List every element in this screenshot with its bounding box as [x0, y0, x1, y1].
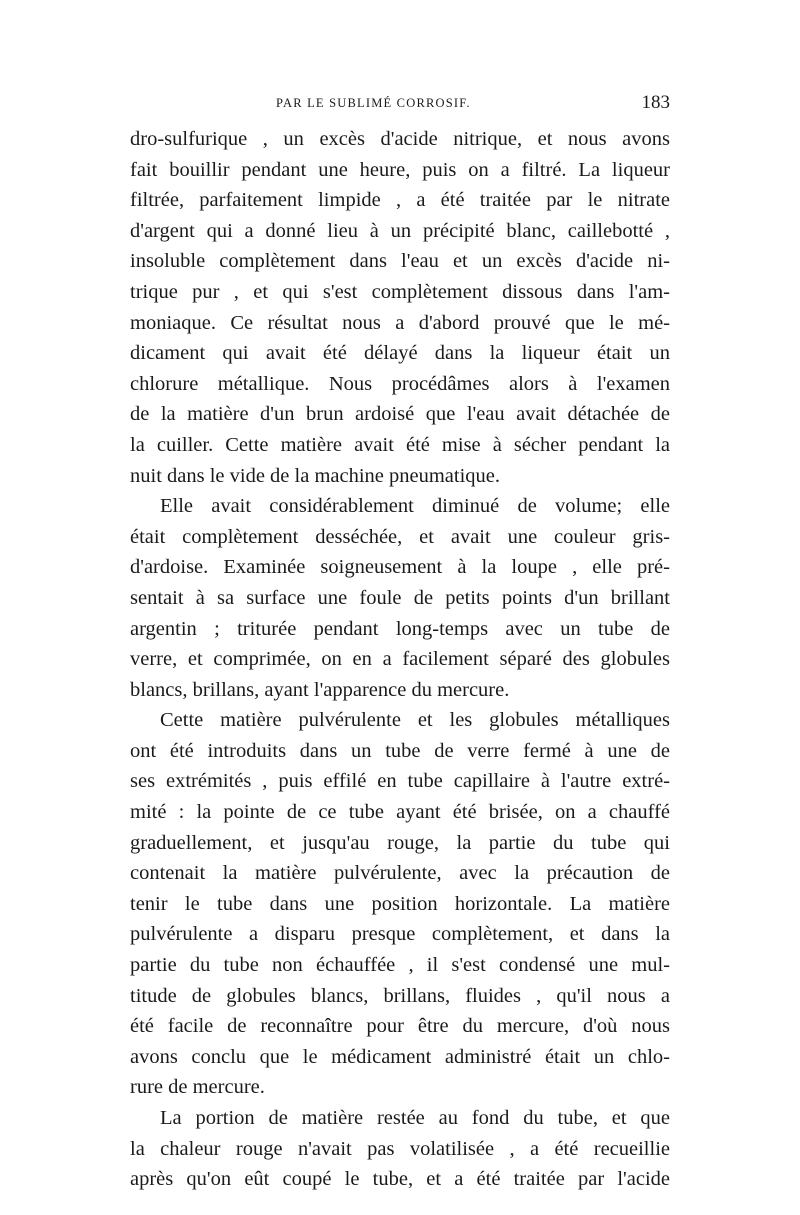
running-head: PAR LE SUBLIMÉ CORROSIF.: [276, 96, 471, 110]
text-line: mité : la pointe de ce tube ayant été brisée, on a chauffé: [130, 801, 670, 824]
text-line: verre, et comprimée, on en a facilement séparé des globules: [130, 648, 670, 671]
text-line: rure de mercure.: [130, 1076, 265, 1099]
text-line: d'ardoise. Examinée soigneusement à la loupe , elle pré-: [130, 556, 670, 579]
page-header: [130, 92, 670, 122]
text-line: blancs, brillans, ayant l'apparence du mercure.: [130, 678, 510, 701]
text-line: moniaque. Ce résultat nous a d'abord prouvé que le mé-: [130, 311, 670, 334]
text-line: filtrée, parfaitement limpide , a été traitée par le nitrate: [130, 189, 670, 212]
text-line: titude de globules blancs, brillans, fluides , qu'il nous a: [130, 984, 670, 1007]
text-line: la chaleur rouge n'avait pas volatilisée , a été recueillie: [130, 1137, 670, 1160]
text-line: insoluble complètement dans l'eau et un excès d'acide ni-: [130, 250, 670, 273]
text-line: la cuiller. Cette matière avait été mise à sécher pendant la: [130, 433, 670, 456]
text-line: trique pur , et qui s'est complètement dissous dans l'am-: [130, 280, 670, 303]
text-line: dicament qui avait été délayé dans la liqueur était un: [130, 342, 670, 365]
page-number: 183: [641, 92, 670, 113]
text-line: argentin ; triturée pendant long-temps avec un tube de: [130, 617, 670, 640]
text-line: nuit dans le vide de la machine pneumatique.: [130, 464, 501, 487]
book-page: [130, 92, 670, 1195]
text-line: dro-sulfurique , un excès d'acide nitrique, et nous avons: [130, 128, 670, 150]
text-line: pulvérulente a disparu presque complètement, et dans la: [130, 923, 670, 946]
text-line: ses extrémités , puis effilé en tube capillaire à l'autre extré-: [130, 770, 670, 793]
paragraph-start-line: Elle avait considérablement diminué de volume; elle: [160, 495, 670, 518]
text-line: tenir le tube dans une position horizontale. La matière: [130, 892, 670, 915]
text-line: de la matière d'un brun ardoisé que l'eau avait détachée de: [130, 403, 670, 426]
text-line: d'argent qui a donné lieu à un précipité blanc, caillebotté ,: [130, 219, 670, 242]
text-line: chlorure métallique. Nous procédâmes alors à l'examen: [130, 372, 670, 395]
text-line: fait bouillir pendant une heure, puis on a filtré. La liqueur: [130, 158, 670, 181]
paragraph-start-line: La portion de matière restée au fond du tube, et que: [160, 1107, 670, 1129]
text-line: été facile de reconnaître pour être du mercure, d'où nous: [130, 1015, 670, 1038]
text-line: était complètement desséchée, et avait une couleur gris-: [130, 525, 670, 548]
text-line: sentait à sa surface une foule de petits points d'un brillant: [130, 586, 670, 609]
paragraph-start-line: Cette matière pulvérulente et les globules métalliques: [160, 709, 670, 732]
text-line: contenait la matière pulvérulente, avec la précaution de: [130, 862, 670, 885]
text-line: partie du tube non échauffée , il s'est condensé une mul-: [130, 954, 670, 977]
text-line: après qu'on eût coupé le tube, et a été traitée par l'acide: [130, 1168, 670, 1191]
text-line: avons conclu que le médicament administré était un chlo-: [130, 1045, 670, 1068]
text-line: ont été introduits dans un tube de verre fermé à une de: [130, 739, 670, 762]
text-line: graduellement, et jusqu'au rouge, la partie du tube qui: [130, 831, 670, 854]
body-text: [130, 124, 670, 1195]
